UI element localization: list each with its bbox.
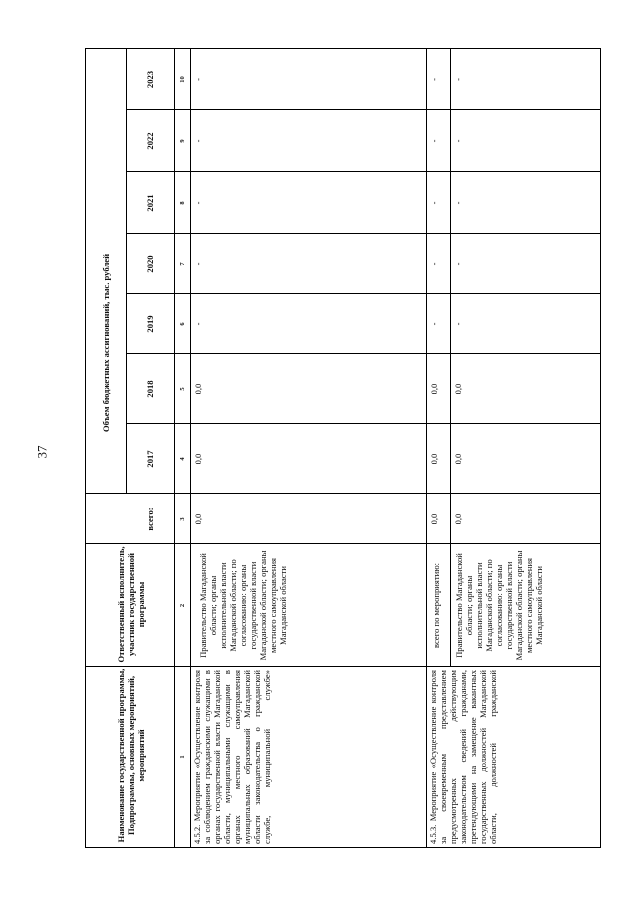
- header-year-2022: 2022: [145, 132, 155, 150]
- value-cell: 0,0: [429, 383, 439, 395]
- value-cell: -: [453, 322, 463, 326]
- value-cell: -: [453, 78, 463, 81]
- col-number: 9: [178, 139, 186, 143]
- grid-line: [174, 49, 175, 847]
- value-cell: -: [429, 322, 439, 326]
- value-cell: -: [193, 139, 203, 143]
- value-cell: -: [193, 78, 203, 81]
- value-cell: -: [429, 139, 439, 143]
- value-cell: -: [453, 201, 463, 205]
- row-4-5-3-name: 4.5.3. Мероприятие «Осуществление контроля за своевременным представлением предусмотренных действующим законодательством сведений гражданами, претендующими на замещение вакантных государственных должностей Магаданской области, должностей гражданской: [428, 670, 498, 844]
- grid-line: [86, 666, 600, 667]
- header-year-2023: 2023: [145, 70, 155, 89]
- grid-line: [126, 423, 600, 424]
- grid-line: [86, 543, 600, 544]
- value-cell: -: [193, 201, 203, 205]
- row-4-5-2-name: 4.5.2. Мероприятие «Осуществление контроля за соблюдением гражданскими служащими в органах государственной власти Магаданской области, муниципальными служащими в органах местного самоуправления муниципальных образований Магаданской области законодательства о гражданской службе, муниципальной службе»: [192, 670, 272, 844]
- header-year-2017: 2017: [145, 450, 155, 468]
- col-number: 3: [178, 517, 186, 521]
- grid-line: [126, 353, 600, 354]
- header-total: всего:: [145, 507, 155, 531]
- row-4-5-2-responsible: Правительство Магаданской области; органы исполнительной власти Магаданской области; по согласованию: органы государственной власти Магаданской области; органы местного самоуправления Магаданской области: [198, 550, 288, 661]
- value-cell: 0,0: [453, 453, 463, 465]
- grid-line: [190, 49, 191, 847]
- grid-line: [126, 293, 600, 294]
- header-budget-group: Объем бюджетных ассигнований, тыс. рублей: [101, 253, 111, 432]
- value-cell: -: [429, 78, 439, 81]
- value-cell: 0,0: [453, 513, 463, 525]
- value-cell: -: [429, 262, 439, 266]
- grid-line: [426, 49, 427, 847]
- value-cell: -: [193, 322, 203, 326]
- budget-table: [85, 48, 601, 848]
- row-4-5-3-responsible: Правительство Магаданской области; органы исполнительной власти Магаданской области; по согласованию: органы государственной власти Магаданской области; органы местного самоуправления Магаданской области: [454, 550, 544, 661]
- grid-line: [86, 493, 600, 494]
- grid-line: [126, 171, 600, 172]
- value-cell: -: [429, 201, 439, 205]
- header-year-2019: 2019: [145, 315, 155, 333]
- col-number: 4: [178, 457, 186, 461]
- col-number: 2: [178, 603, 186, 608]
- grid-line: [450, 49, 451, 667]
- value-cell: -: [453, 139, 463, 143]
- header-responsible: Ответственный исполнитель, участник государственной программы: [116, 546, 146, 663]
- col-number: 8: [178, 201, 186, 205]
- col-number: 1: [178, 755, 186, 759]
- value-cell: 0,0: [429, 453, 439, 465]
- header-name: Наименование государственной программы, Подпрограммы, основных мероприятий, мероприятий: [116, 668, 146, 843]
- value-cell: 0,0: [193, 513, 203, 525]
- value-cell: -: [193, 262, 203, 266]
- header-year-2020: 2020: [145, 255, 155, 273]
- value-cell: 0,0: [429, 513, 439, 525]
- col-number: 10: [178, 76, 186, 83]
- row-4-5-3-total-label: всего по мероприятию:: [431, 563, 441, 648]
- grid-line: [126, 109, 600, 110]
- value-cell: 0,0: [193, 383, 203, 395]
- header-year-2018: 2018: [145, 380, 155, 398]
- grid-line: [126, 233, 600, 234]
- value-cell: 0,0: [453, 383, 463, 395]
- header-year-2021: 2021: [145, 194, 155, 212]
- grid-line: [126, 49, 127, 494]
- page-number: 37: [34, 445, 50, 459]
- value-cell: -: [453, 262, 463, 266]
- col-number: 6: [178, 322, 186, 326]
- col-number: 7: [178, 262, 186, 266]
- col-number: 5: [178, 387, 186, 391]
- rotated-table-page: [85, 48, 600, 848]
- value-cell: 0,0: [193, 453, 203, 465]
